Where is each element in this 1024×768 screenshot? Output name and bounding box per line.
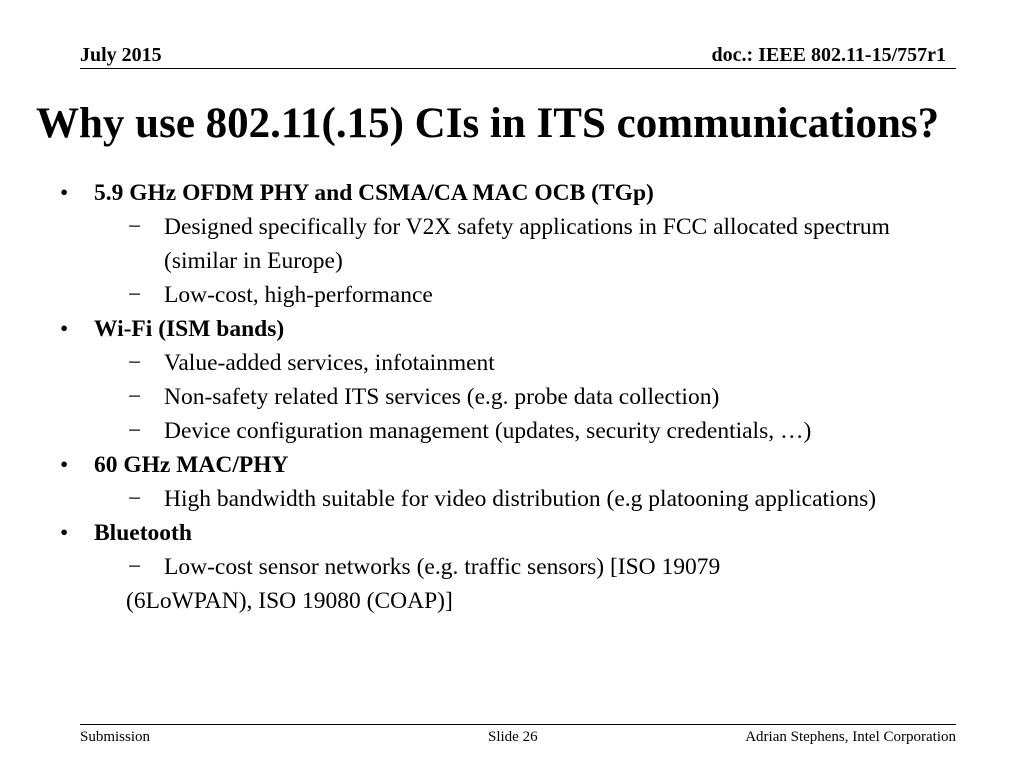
sub-continuation: (6LoWPAN), ISO 19080 (COAP)] — [126, 588, 453, 614]
sub-marker: − — [128, 350, 142, 376]
footer-slide-number: Slide 26 — [488, 729, 538, 745]
sub-text: Designed specifically for V2X safety applications in FCC allocated spectrum (similar in Europe) — [164, 214, 890, 274]
bullet-text: 60 GHz MAC/PHY — [94, 452, 289, 478]
sub-marker: − — [128, 384, 142, 410]
footer-submission: Submission — [80, 729, 151, 745]
sub-text: Non-safety related ITS services (e.g. probe data collection) — [164, 384, 720, 410]
header-divider — [80, 68, 956, 69]
slide-content — [0, 176, 1024, 618]
sub-marker: − — [128, 282, 142, 308]
bullet-item — [0, 516, 944, 550]
footer-divider — [80, 724, 956, 725]
sub-text: Low-cost sensor networks (e.g. traffic sensors) [ISO 19079 — [164, 554, 721, 580]
bullet-item — [0, 176, 944, 210]
slide-title: Why use 802.11(.15) CIs in ITS communications? — [36, 100, 940, 147]
sub-item — [0, 278, 954, 312]
sub-marker: − — [128, 486, 142, 512]
header-date: July 2015 — [80, 44, 162, 66]
sub-text: Value-added services, infotainment — [164, 350, 495, 376]
sub-text: Device configuration management (updates, security credentials, …) — [164, 418, 812, 444]
bullet-marker: • — [60, 316, 69, 342]
bullet-marker: • — [60, 452, 69, 478]
sub-item — [0, 210, 954, 278]
sub-item — [0, 380, 954, 414]
sub-text: Low-cost, high-performance — [164, 282, 433, 308]
bullet-marker: • — [60, 520, 69, 546]
sub-item — [0, 482, 954, 516]
bullet-text: Bluetooth — [94, 520, 192, 546]
bullet-marker: • — [60, 180, 69, 206]
sub-marker: − — [128, 214, 142, 240]
sub-marker: − — [128, 554, 142, 580]
sub-item — [0, 414, 954, 448]
footer-author: Adrian Stephens, Intel Corporation — [745, 729, 956, 745]
bullet-item — [0, 448, 944, 482]
bullet-text: 5.9 GHz OFDM PHY and CSMA/CA MAC OCB (TGp) — [94, 180, 654, 206]
sub-item — [0, 550, 954, 584]
sub-item — [0, 346, 954, 380]
sub-marker: − — [128, 418, 142, 444]
bullet-item — [0, 312, 944, 346]
sub-text: High bandwidth suitable for video distribution (e.g platooning applications) — [164, 486, 877, 512]
header-doc-id: doc.: IEEE 802.11-15/757r1 — [711, 44, 946, 66]
bullet-text: Wi-Fi (ISM bands) — [94, 316, 285, 342]
